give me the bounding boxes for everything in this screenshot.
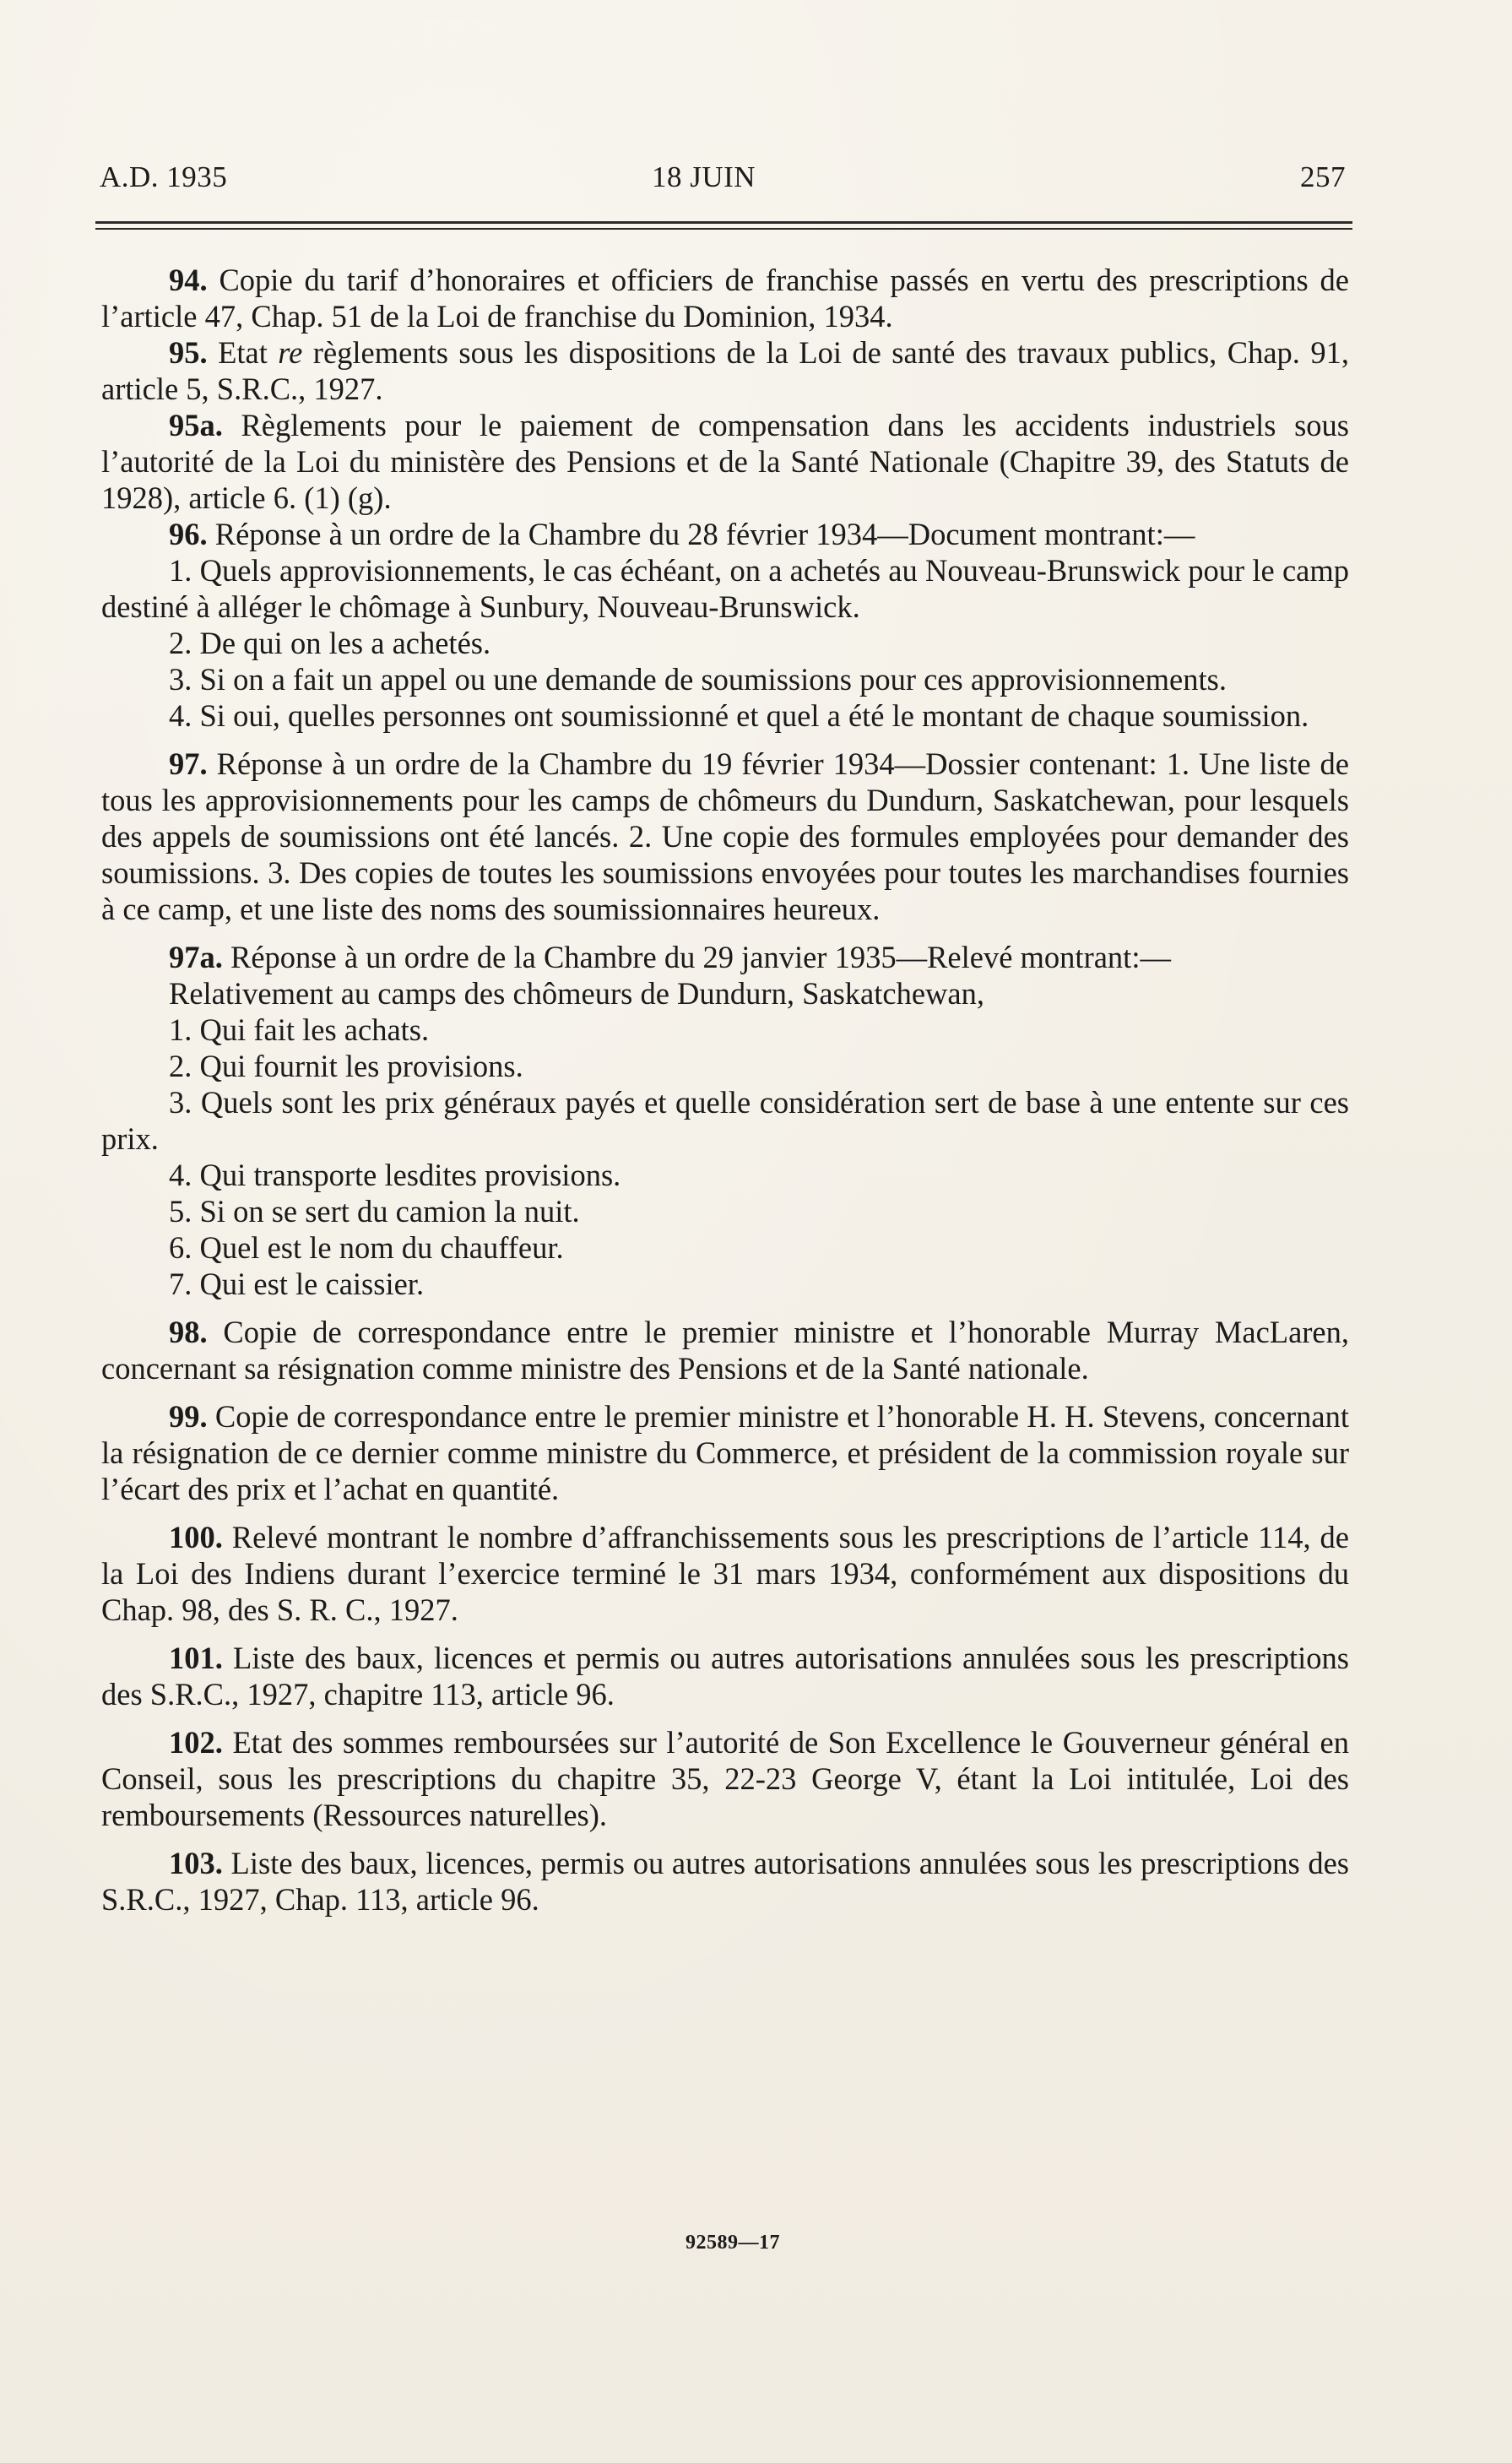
entry-text: règlements sous les dispositions de la Loi de santé des travaux publics, Chap. 91, article 5, S.R.C., 1927.: [101, 335, 1349, 406]
entry-96: [101, 516, 1349, 734]
entry-number: 98.: [169, 1315, 208, 1349]
entry-95a: [101, 407, 1349, 516]
list-item: 4. Si oui, quelles personnes ont soumissionné et quel a été le montant de chaque soumission.: [169, 698, 1309, 733]
entry-text-italic: re: [278, 335, 303, 370]
list-item: 5. Si on se sert du camion la nuit.: [169, 1194, 580, 1229]
entry-intro: Relativement au camps des chômeurs de Dundurn, Saskatchewan,: [169, 976, 984, 1011]
header-date: 18 JUIN: [652, 160, 756, 193]
entry-number: 95.: [169, 335, 208, 370]
header-rule-top: [95, 221, 1352, 224]
entry-100: [101, 1519, 1349, 1628]
entry-97a: [101, 939, 1349, 1302]
list-item: 4. Qui transporte lesdites provisions.: [169, 1158, 621, 1192]
entry-97: [101, 746, 1349, 927]
entry-text: Réponse à un ordre de la Chambre du 19 février 1934—Dossier contenant: 1. Une liste de tous les approvisionnements pour les camps de chômeurs du Dundurn, Saskatchewan, pour lesquels des appels de soumissions ont été lancés. 2. Une copie des formules employées pour demander des soumissions. 3. Des copies de toutes les soumissions envoyées pour toutes les marchandises fournies à ce camp, et une liste des noms des soumissionnaires heureux.: [101, 746, 1349, 926]
entry-text: Réponse à un ordre de la Chambre du 29 janvier 1935—Relevé montrant:—: [222, 940, 1171, 974]
entry-98: [101, 1314, 1349, 1386]
print-code: 92589—17: [686, 2232, 780, 2254]
entry-text: Copie de correspondance entre le premier ministre et l’honorable H. H. Stevens, concernant la résignation de ce dernier comme ministre du Commerce, et président de la commission royale sur l’écart des prix et l’achat en quantité.: [101, 1399, 1349, 1506]
entry-text: Etat: [207, 335, 279, 370]
list-item: 2. De qui on les a achetés.: [169, 626, 491, 660]
header-year: A.D. 1935: [100, 160, 228, 193]
list-item: 7. Qui est le caissier.: [169, 1267, 425, 1301]
list-item: 3. Quels sont les prix généraux payés et quelle considération sert de base à une entente sur ces prix.: [101, 1085, 1349, 1156]
entry-94: [101, 262, 1349, 334]
entry-text: Liste des baux, licences, permis ou autres autorisations annulées sous les prescriptions des S.R.C., 1927, Chap. 113, article 96.: [101, 1846, 1349, 1917]
entry-102: [101, 1724, 1349, 1833]
entry-text: Etat des sommes remboursées sur l’autorité de Son Excellence le Gouverneur général en Conseil, sous les prescriptions du chapitre 35, 22-23 George V, étant la Loi intitulée, Loi des remboursements (Ressources naturelles).: [101, 1725, 1349, 1832]
entry-101: [101, 1640, 1349, 1712]
entry-99: [101, 1398, 1349, 1507]
entry-text: Réponse à un ordre de la Chambre du 28 février 1934—Document montrant:—: [207, 517, 1195, 551]
page-header: [100, 160, 1346, 203]
header-rule-bottom: [95, 228, 1352, 230]
entry-text: Relevé montrant le nombre d’affranchissements sous les prescriptions de l’article 114, de la Loi des Indiens durant l’exercice terminé le 31 mars 1934, conformément aux dispositions du Chap. 98, des S. R. C., 1927.: [101, 1520, 1349, 1627]
entry-95: [101, 334, 1349, 407]
page-number: 257: [1300, 160, 1346, 193]
entry-number: 97a.: [169, 940, 223, 974]
list-item: 1. Qui fait les achats.: [169, 1012, 430, 1047]
entry-heading: [101, 939, 1349, 975]
entry-text: Copie de correspondance entre le premier ministre et l’honorable Murray MacLaren, concernant sa résignation comme ministre des Pensions et de la Santé nationale.: [101, 1315, 1349, 1386]
entry-number: 100.: [169, 1520, 223, 1554]
entry-number: 102.: [169, 1725, 223, 1760]
list-item: 1. Quels approvisionnements, le cas échéant, on a achetés au Nouveau-Brunswick pour le camp destiné à alléger le chômage à Sunbury, Nouveau-Brunswick.: [101, 553, 1349, 624]
entry-text: Liste des baux, licences et permis ou autres autorisations annulées sous les prescriptions des S.R.C., 1927, chapitre 113, article 96.: [101, 1641, 1349, 1712]
entry-text: Règlements pour le paiement de compensation dans les accidents industriels sous l’autorité de la Loi du ministère des Pensions et de la Santé Nationale (Chapitre 39, des Statuts de 1928), article 6. (1) (g).: [101, 408, 1349, 515]
entry-number: 96.: [169, 517, 208, 551]
entry-number: 95a.: [169, 408, 223, 442]
entry-number: 103.: [169, 1846, 223, 1880]
document-body: [101, 262, 1349, 1918]
list-item: 2. Qui fournit les provisions.: [169, 1049, 523, 1083]
entry-103: [101, 1845, 1349, 1918]
entry-number: 97.: [169, 746, 208, 781]
entry-number: 94.: [169, 263, 208, 297]
list-item: 3. Si on a fait un appel ou une demande de soumissions pour ces approvisionnements.: [169, 662, 1227, 697]
list-item: 6. Quel est le nom du chauffeur.: [169, 1230, 564, 1265]
entry-number: 101.: [169, 1641, 223, 1675]
entry-heading: [101, 516, 1349, 552]
entry-number: 99.: [169, 1399, 208, 1434]
entry-text: Copie du tarif d’honoraires et officiers de franchise passés en vertu des prescriptions de l’article 47, Chap. 51 de la Loi de franchise du Dominion, 1934.: [101, 263, 1349, 334]
